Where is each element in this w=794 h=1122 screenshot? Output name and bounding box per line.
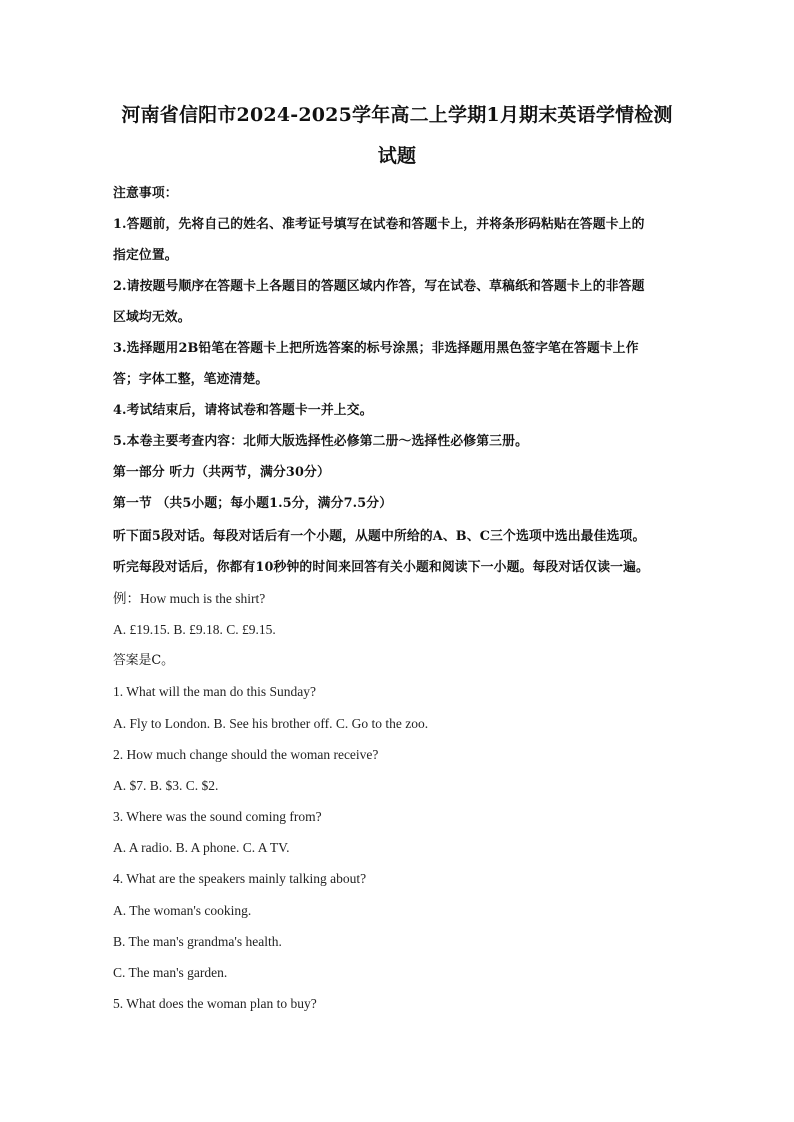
document-title-line-2: 试题	[377, 145, 417, 167]
notice-item-1-line-2: 指定位置。	[113, 248, 178, 263]
question-2-options: A. $7. B. $3. C. $2.	[113, 778, 219, 793]
question-3: 3. Where was the sound coming from?	[113, 809, 322, 824]
question-4-option-a: A. The woman's cooking.	[113, 903, 252, 918]
question-1: 1. What will the man do this Sunday?	[113, 684, 316, 699]
notice-item-2-line-1: 2.请按题号顺序在答题卡上各题目的答题区域内作答，写在试卷、草稿纸和答题卡上的非答题	[113, 279, 645, 294]
question-4-option-b: B. The man's grandma's health.	[113, 934, 282, 949]
notice-item-1-line-1: 1.答题前，先将自己的姓名、准考证号填写在试卷和答题卡上，并将条形码粘贴在答题卡上的	[113, 217, 645, 232]
notice-item-4: 4.考试结束后，请将试卷和答题卡一并上交。	[113, 403, 373, 418]
instructions-line-2: 听完每段对话后，你都有10秒钟的时间来回答有关小题和阅读下一小题。每段对话仅读一遍。	[113, 560, 649, 575]
example-answer: 答案是C。	[113, 653, 174, 668]
example-question: 例：How much is the shirt?	[113, 591, 266, 606]
question-4: 4. What are the speakers mainly talking about?	[113, 871, 367, 886]
question-1-options: A. Fly to London. B. See his brother off. C. Go to the zoo.	[113, 716, 429, 731]
question-2: 2. How much change should the woman receive?	[113, 747, 379, 762]
example-options: A. £19.15. B. £9.18. C. £9.15.	[113, 622, 276, 637]
document-title-line-1: 河南省信阳市2024-2025学年高二上学期1月期末英语学情检测	[121, 104, 673, 126]
notice-heading: 注意事项：	[113, 186, 178, 201]
notice-item-3-line-2: 答；字体工整，笔迹清楚。	[113, 372, 269, 387]
section-part-1-heading: 第一部分 听力（共两节，满分30分）	[113, 465, 330, 480]
question-4-option-c: C. The man's garden.	[113, 965, 228, 980]
notice-item-3-line-1: 3.选择题用2B铅笔在答题卡上把所选答案的标号涂黑；非选择题用黑色签字笔在答题卡上作	[113, 341, 639, 356]
notice-item-2-line-2: 区域均无效。	[113, 310, 191, 325]
instructions-line-1: 听下面5段对话。每段对话后有一个小题，从题中所给的A、B、C三个选项中选出最佳选项。	[113, 529, 646, 544]
question-3-options: A. A radio. B. A phone. C. A TV.	[113, 840, 290, 855]
question-5: 5. What does the woman plan to buy?	[113, 996, 317, 1011]
section-sub-1-heading: 第一节 （共5小题；每小题1.5分，满分7.5分）	[113, 496, 393, 511]
notice-item-5: 5.本卷主要考查内容：北师大版选择性必修第二册～选择性必修第三册。	[113, 434, 529, 449]
